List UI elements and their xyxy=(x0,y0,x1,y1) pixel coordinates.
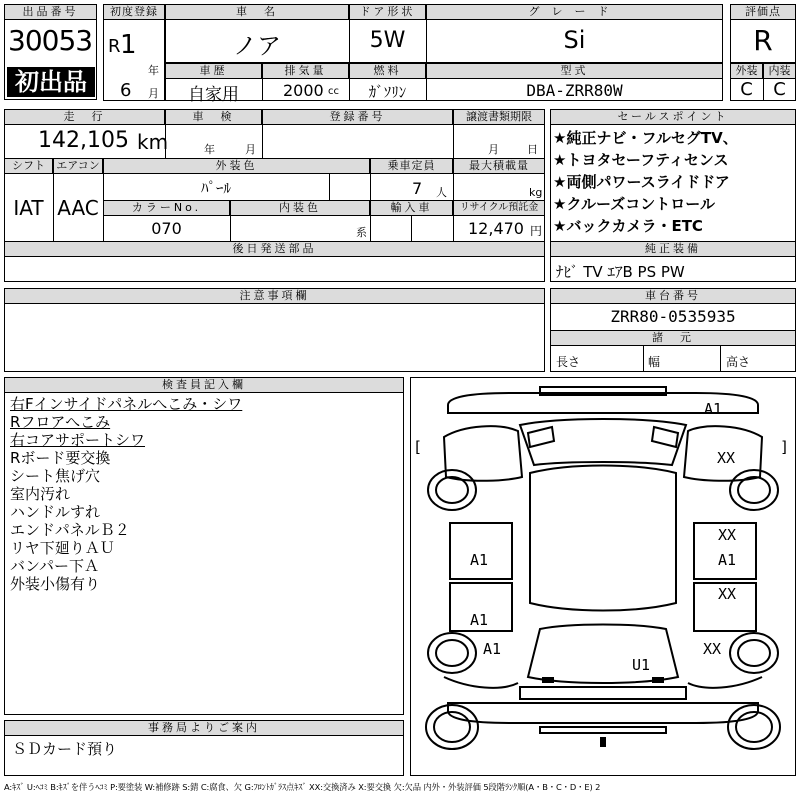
bracket-right: ] xyxy=(780,438,790,456)
transfer-month-unit: 月 xyxy=(488,143,499,156)
equipment-header: 純正装備 xyxy=(550,241,796,257)
load-header: 最大積載量 xyxy=(453,158,545,174)
damage-mark: XX xyxy=(718,526,737,544)
mileage-unit: km xyxy=(137,130,169,154)
inspection-header: 車 検 xyxy=(165,109,262,125)
inspector-line: 右Fインサイドパネルへこみ・シワ xyxy=(10,395,243,413)
model: DBA-ZRR80W xyxy=(526,81,623,100)
color-header: 外装色 xyxy=(103,158,370,174)
sales-point: ★バックカメラ・ETC xyxy=(553,217,703,235)
divider xyxy=(230,216,231,241)
score: R xyxy=(753,24,773,57)
first-reg-header: 初度登録 xyxy=(103,4,165,20)
inspector-line: 室内汚れ xyxy=(10,485,71,503)
car-diagram xyxy=(410,377,796,776)
color-no-header: カラーNo. xyxy=(103,200,230,216)
recycle-amount: 12,470 xyxy=(468,219,524,238)
height-label: 高さ xyxy=(726,355,751,369)
exterior-header: 外装 xyxy=(730,63,763,79)
transfer-header: 譲渡書類期限 xyxy=(453,109,545,125)
fuel-header: 燃料 xyxy=(349,63,426,79)
sales-points xyxy=(553,127,795,237)
interior-header: 内装 xyxy=(763,63,796,79)
shift: IAT xyxy=(13,196,44,220)
displacement: 2000 xyxy=(283,81,324,100)
fuel: ｶﾞｿﾘﾝ xyxy=(368,83,407,101)
divider xyxy=(411,216,412,241)
grade-header: グレード xyxy=(426,4,723,20)
damage-mark: A1 xyxy=(718,551,737,569)
year-unit: 年 xyxy=(148,64,159,77)
damage-mark: A1 xyxy=(470,611,489,629)
history-header: 車歴 xyxy=(165,63,262,79)
grade: Si xyxy=(563,26,586,54)
damage-mark: XX xyxy=(703,640,722,658)
inspector-line: Rフロアへこみ xyxy=(10,413,111,431)
ac-header: エアコン xyxy=(53,158,103,174)
displacement-unit: cc xyxy=(328,86,339,97)
exterior-color: ﾊﾟｰﾙ xyxy=(200,179,231,197)
chassis-number: ZRR80-0535935 xyxy=(610,307,736,326)
load-unit: kg xyxy=(529,186,543,199)
equipment: ﾅﾋﾞ TV ｴｱB PS PW xyxy=(556,263,685,281)
length-label: 長さ xyxy=(556,355,581,369)
reg-no-header: 登録番号 xyxy=(262,109,453,125)
inspector-line: ハンドルすれ xyxy=(10,503,101,521)
reg-month: 6 xyxy=(120,80,132,101)
sales-point: ★トヨタセーフティセンス xyxy=(553,151,729,169)
divider xyxy=(262,79,263,101)
color-no: 070 xyxy=(151,219,182,238)
capacity-unit: 人 xyxy=(436,186,447,199)
history: 自家用 xyxy=(188,85,239,105)
divider xyxy=(643,346,644,372)
sales-point: ★純正ナビ・フルセグTV、 xyxy=(553,129,738,147)
sales-header: セールスポイント xyxy=(550,109,796,125)
damage-mark: A1 xyxy=(470,551,489,569)
ac: AAC xyxy=(57,196,99,220)
car-name-header: 車 名 xyxy=(165,4,349,20)
inspector-line: 外装小傷有り xyxy=(10,575,101,593)
door-header: ドア形状 xyxy=(349,4,426,20)
inspector-lines xyxy=(10,395,400,593)
era: R xyxy=(108,36,121,57)
inspector-line: リヤ下廻りＡＵ xyxy=(10,539,115,557)
office-text: ＳＤカード預り xyxy=(12,740,118,758)
exterior-grade: C xyxy=(740,79,753,100)
later-parts-header: 後日発送部品 xyxy=(4,241,545,257)
divider xyxy=(720,346,721,372)
mileage-header: 走 行 xyxy=(4,109,165,125)
interior-grade: C xyxy=(773,79,786,100)
capacity: 7 xyxy=(412,179,423,198)
inspector-line: エンドパネルＢ２ xyxy=(10,521,130,539)
damage-mark: XX xyxy=(718,585,737,603)
width-label: 幅 xyxy=(648,355,661,369)
divider xyxy=(262,125,263,158)
int-color-unit: 系 xyxy=(356,226,367,239)
damage-mark: XX xyxy=(717,449,736,467)
lot-number: 30053 xyxy=(8,24,93,57)
legend: A:ｷｽﾞ U:ﾍｺﾐ B:ｷｽﾞを伴うﾍｺﾐ P:要塗装 W:補修跡 S:錆 C:腐食、欠 G:ﾌﾛﾝﾄｶﾞﾗｽ点ｷｽﾞ XX:交換済み X:要交換 欠:欠品 内外・外装評価 5段階ﾗﾝｸ順(A・B・C・D・E) 2 xyxy=(4,782,601,792)
inspector-line: 右コアサポートシワ xyxy=(10,431,146,449)
score-header: 評価点 xyxy=(730,4,796,20)
recycle-header: リサイクル預託金 xyxy=(453,200,545,216)
damage-mark: U1 xyxy=(632,656,651,674)
chassis-header: 車台番号 xyxy=(550,288,796,304)
insp-month-unit: 月 xyxy=(245,143,256,156)
int-color-header: 内装色 xyxy=(230,200,370,216)
shift-header: シフト xyxy=(4,158,53,174)
door-type: 5W xyxy=(369,28,406,53)
lot-header: 出品番号 xyxy=(4,4,97,20)
import-header: 輸入車 xyxy=(370,200,453,216)
sales-point: ★両側パワースライドドア xyxy=(553,173,730,191)
bracket-left: [ xyxy=(413,438,423,456)
inspector-line: Rボード要交換 xyxy=(10,449,111,467)
inspector-line: バンパー下Ａ xyxy=(10,557,99,575)
insp-year-unit: 年 xyxy=(204,143,215,156)
inspector-header: 検査員記入欄 xyxy=(4,377,404,393)
damage-mark: A1 xyxy=(704,400,723,418)
mileage: 142,105 xyxy=(38,128,129,153)
first-listing-badge: 初出品 xyxy=(7,67,95,97)
dims-header: 諸 元 xyxy=(550,330,796,346)
transfer-day-unit: 日 xyxy=(527,143,538,156)
divider xyxy=(453,125,454,158)
notes-header: 注意事項欄 xyxy=(4,288,545,304)
era-year: 1 xyxy=(120,30,137,60)
capacity-header: 乗車定員 xyxy=(370,158,453,174)
damage-mark: A1 xyxy=(483,640,502,658)
month-unit: 月 xyxy=(148,87,159,100)
car-name: ノア xyxy=(233,32,281,60)
recycle-unit: 円 xyxy=(530,224,543,238)
divider xyxy=(329,174,330,200)
office-header: 事務局よりご案内 xyxy=(4,720,404,736)
sales-point: ★クルーズコントロール xyxy=(553,195,715,213)
displacement-header: 排気量 xyxy=(262,63,349,79)
inspector-line: シート焦げ穴 xyxy=(10,467,101,485)
model-header: 型式 xyxy=(426,63,723,79)
